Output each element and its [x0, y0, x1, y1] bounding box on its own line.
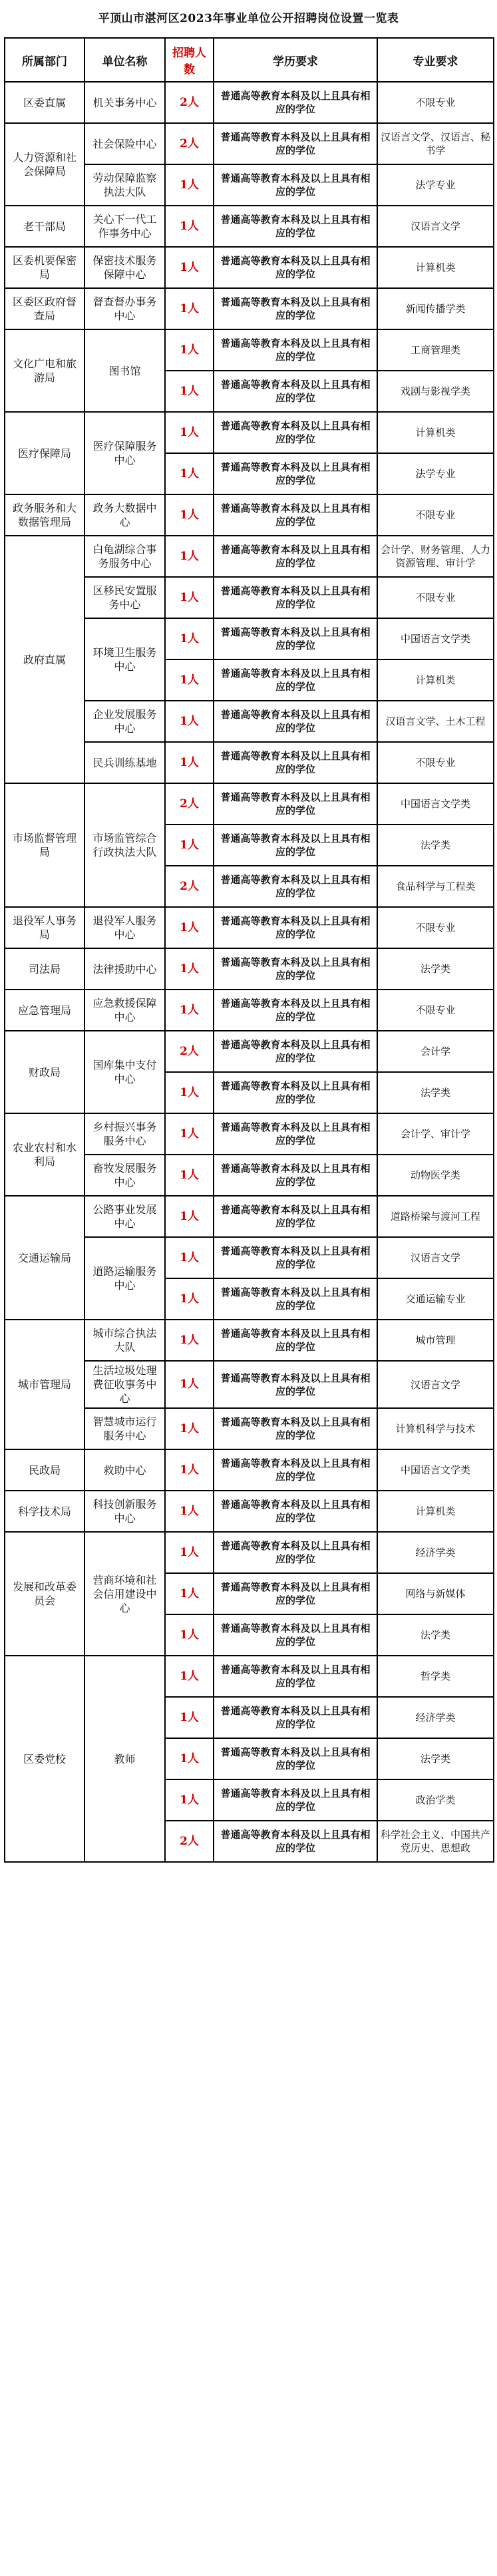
table-row — [5, 82, 494, 123]
unit-cell: 教师 — [84, 1656, 165, 1862]
education-cell: 普通高等教育本科及以上且具有相应的学位 — [214, 1361, 377, 1408]
count-cell: 1人 — [165, 577, 214, 618]
education-cell: 普通高等教育本科及以上且具有相应的学位 — [214, 536, 377, 577]
table-row — [5, 1656, 494, 1697]
department-cell: 人力资源和社会保障局 — [5, 123, 84, 206]
count-cell: 2人 — [165, 1821, 214, 1862]
count-cell: 1人 — [165, 1320, 214, 1361]
table-row — [5, 494, 494, 536]
unit-cell: 机关事务中心 — [84, 82, 165, 123]
table-body — [5, 82, 494, 1862]
table-row — [5, 123, 494, 164]
major-cell: 道路桥梁与渡河工程 — [377, 1196, 494, 1237]
department-cell: 区委区政府督查局 — [5, 288, 84, 329]
header-count: 招聘人数 — [165, 38, 214, 82]
table-row — [5, 288, 494, 329]
education-cell: 普通高等教育本科及以上且具有相应的学位 — [214, 783, 377, 825]
education-cell: 普通高等教育本科及以上且具有相应的学位 — [214, 866, 377, 907]
unit-cell: 国库集中支付中心 — [84, 1031, 165, 1113]
major-cell: 计算机类 — [377, 659, 494, 701]
education-cell: 普通高等教育本科及以上且具有相应的学位 — [214, 1491, 377, 1532]
department-cell: 老干部局 — [5, 206, 84, 247]
count-cell: 1人 — [165, 1278, 214, 1320]
unit-cell: 白龟湖综合事务服务中心 — [84, 536, 165, 577]
department-cell: 司法局 — [5, 948, 84, 990]
major-cell: 新闻传播学类 — [377, 288, 494, 329]
major-cell: 法学专业 — [377, 164, 494, 206]
header-major: 专业要求 — [377, 38, 494, 82]
education-cell: 普通高等教育本科及以上且具有相应的学位 — [214, 1449, 377, 1491]
table-row — [5, 907, 494, 948]
count-cell: 1人 — [165, 659, 214, 701]
major-cell: 不限专业 — [377, 990, 494, 1031]
count-cell: 1人 — [165, 948, 214, 990]
count-cell: 1人 — [165, 206, 214, 247]
count-cell: 2人 — [165, 866, 214, 907]
count-cell: 1人 — [165, 453, 214, 494]
count-cell: 1人 — [165, 329, 214, 371]
table-row — [5, 1196, 494, 1237]
unit-cell: 营商环境和社会信用建设中心 — [84, 1532, 165, 1656]
major-cell: 不限专业 — [377, 742, 494, 783]
education-cell: 普通高等教育本科及以上且具有相应的学位 — [214, 247, 377, 288]
education-cell: 普通高等教育本科及以上且具有相应的学位 — [214, 329, 377, 371]
unit-cell: 畜牧发展服务中心 — [84, 1155, 165, 1196]
major-cell: 汉语言文学 — [377, 1237, 494, 1278]
table-row — [5, 1491, 494, 1532]
education-cell: 普通高等教育本科及以上且具有相应的学位 — [214, 948, 377, 990]
unit-cell: 生活垃圾处理费征收事务中心 — [84, 1361, 165, 1408]
department-cell: 政务服务和大数据管理局 — [5, 494, 84, 536]
education-cell: 普通高等教育本科及以上且具有相应的学位 — [214, 412, 377, 453]
positions-table — [4, 37, 494, 1863]
unit-cell: 劳动保障监察执法大队 — [84, 164, 165, 206]
department-cell: 区委机要保密局 — [5, 247, 84, 288]
table-row — [5, 783, 494, 825]
count-cell: 1人 — [165, 1779, 214, 1821]
count-cell: 1人 — [165, 1656, 214, 1697]
department-cell: 交通运输局 — [5, 1196, 84, 1320]
education-cell: 普通高等教育本科及以上且具有相应的学位 — [214, 825, 377, 866]
department-cell: 退役军人事务局 — [5, 907, 84, 948]
table-row — [5, 206, 494, 247]
department-cell: 区委直属 — [5, 82, 84, 123]
education-cell: 普通高等教育本科及以上且具有相应的学位 — [214, 1573, 377, 1614]
unit-cell: 道路运输服务中心 — [84, 1237, 165, 1320]
education-cell: 普通高等教育本科及以上且具有相应的学位 — [214, 1821, 377, 1862]
education-cell: 普通高等教育本科及以上且具有相应的学位 — [214, 1031, 377, 1072]
department-cell: 政府直属 — [5, 536, 84, 783]
major-cell: 动物医学类 — [377, 1155, 494, 1196]
header-unit: 单位名称 — [84, 38, 165, 82]
count-cell: 1人 — [165, 907, 214, 948]
table-row — [5, 247, 494, 288]
major-cell: 法学专业 — [377, 453, 494, 494]
education-cell: 普通高等教育本科及以上且具有相应的学位 — [214, 701, 377, 742]
count-cell: 1人 — [165, 825, 214, 866]
department-cell: 城市管理局 — [5, 1320, 84, 1449]
table-row — [5, 1031, 494, 1072]
education-cell: 普通高等教育本科及以上且具有相应的学位 — [214, 1196, 377, 1237]
count-cell: 2人 — [165, 783, 214, 825]
unit-cell: 救助中心 — [84, 1449, 165, 1491]
major-cell: 食品科学与工程类 — [377, 866, 494, 907]
major-cell: 法学类 — [377, 1738, 494, 1779]
unit-cell: 医疗保障服务中心 — [84, 412, 165, 494]
major-cell: 汉语言文学、土木工程 — [377, 701, 494, 742]
education-cell: 普通高等教育本科及以上且具有相应的学位 — [214, 742, 377, 783]
major-cell: 计算机类 — [377, 412, 494, 453]
education-cell: 普通高等教育本科及以上且具有相应的学位 — [214, 82, 377, 123]
major-cell: 汉语言文学 — [377, 1361, 494, 1408]
department-cell: 财政局 — [5, 1031, 84, 1113]
count-cell: 1人 — [165, 1408, 214, 1449]
unit-cell: 社会保险中心 — [84, 123, 165, 164]
major-cell: 网络与新媒体 — [377, 1573, 494, 1614]
unit-cell: 科技创新服务中心 — [84, 1491, 165, 1532]
department-cell: 科学技术局 — [5, 1491, 84, 1532]
count-cell: 1人 — [165, 1196, 214, 1237]
count-cell: 1人 — [165, 371, 214, 412]
table-header-row — [5, 38, 494, 82]
major-cell: 经济学类 — [377, 1697, 494, 1738]
education-cell: 普通高等教育本科及以上且具有相应的学位 — [214, 1656, 377, 1697]
education-cell: 普通高等教育本科及以上且具有相应的学位 — [214, 1614, 377, 1656]
header-department: 所属部门 — [5, 38, 84, 82]
education-cell: 普通高等教育本科及以上且具有相应的学位 — [214, 371, 377, 412]
education-cell: 普通高等教育本科及以上且具有相应的学位 — [214, 618, 377, 659]
major-cell: 交通运输专业 — [377, 1278, 494, 1320]
major-cell: 法学类 — [377, 825, 494, 866]
table-row — [5, 1449, 494, 1491]
count-cell: 2人 — [165, 123, 214, 164]
major-cell: 汉语言文学 — [377, 206, 494, 247]
table-row — [5, 329, 494, 371]
department-cell: 农业农村和水利局 — [5, 1113, 84, 1196]
unit-cell: 企业发展服务中心 — [84, 701, 165, 742]
count-cell: 2人 — [165, 1031, 214, 1072]
education-cell: 普通高等教育本科及以上且具有相应的学位 — [214, 453, 377, 494]
count-cell: 1人 — [165, 1237, 214, 1278]
education-cell: 普通高等教育本科及以上且具有相应的学位 — [214, 1738, 377, 1779]
count-cell: 1人 — [165, 1072, 214, 1113]
table-row — [5, 1320, 494, 1361]
count-cell: 1人 — [165, 990, 214, 1031]
major-cell: 法学类 — [377, 948, 494, 990]
department-cell: 发展和改革委员会 — [5, 1532, 84, 1656]
major-cell: 戏剧与影视学类 — [377, 371, 494, 412]
major-cell: 工商管理类 — [377, 329, 494, 371]
unit-cell: 智慧城市运行服务中心 — [84, 1408, 165, 1449]
table-row — [5, 412, 494, 453]
education-cell: 普通高等教育本科及以上且具有相应的学位 — [214, 123, 377, 164]
unit-cell: 环境卫生服务中心 — [84, 618, 165, 701]
count-cell: 1人 — [165, 164, 214, 206]
unit-cell: 图书馆 — [84, 329, 165, 412]
major-cell: 计算机类 — [377, 247, 494, 288]
page-title: 平顶山市湛河区2023年事业单位公开招聘岗位设置一览表 — [98, 12, 399, 25]
major-cell: 中国语言文学类 — [377, 618, 494, 659]
major-cell: 法学类 — [377, 1614, 494, 1656]
table-row — [5, 1532, 494, 1573]
education-cell: 普通高等教育本科及以上且具有相应的学位 — [214, 164, 377, 206]
count-cell: 1人 — [165, 1532, 214, 1573]
count-cell: 1人 — [165, 1491, 214, 1532]
education-cell: 普通高等教育本科及以上且具有相应的学位 — [214, 1532, 377, 1573]
table-row — [5, 990, 494, 1031]
unit-cell: 法律援助中心 — [84, 948, 165, 990]
unit-cell: 民兵训练基地 — [84, 742, 165, 783]
education-cell: 普通高等教育本科及以上且具有相应的学位 — [214, 990, 377, 1031]
major-cell: 城市管理 — [377, 1320, 494, 1361]
unit-cell: 应急救援保障中心 — [84, 990, 165, 1031]
education-cell: 普通高等教育本科及以上且具有相应的学位 — [214, 1408, 377, 1449]
unit-cell: 城市综合执法大队 — [84, 1320, 165, 1361]
major-cell: 不限专业 — [377, 577, 494, 618]
count-cell: 1人 — [165, 1697, 214, 1738]
major-cell: 汉语言文学、汉语言、秘书学 — [377, 123, 494, 164]
major-cell: 计算机科学与技术 — [377, 1408, 494, 1449]
count-cell: 1人 — [165, 494, 214, 536]
education-cell: 普通高等教育本科及以上且具有相应的学位 — [214, 1779, 377, 1821]
major-cell: 会计学、审计学 — [377, 1113, 494, 1155]
count-cell: 1人 — [165, 247, 214, 288]
education-cell: 普通高等教育本科及以上且具有相应的学位 — [214, 1278, 377, 1320]
unit-cell: 市场监管综合行政执法大队 — [84, 783, 165, 907]
unit-cell: 区移民安置服务中心 — [84, 577, 165, 618]
major-cell: 会计学 — [377, 1031, 494, 1072]
major-cell: 不限专业 — [377, 494, 494, 536]
table-row — [5, 536, 494, 577]
table-row — [5, 1113, 494, 1155]
unit-cell: 督查督办事务中心 — [84, 288, 165, 329]
count-cell: 1人 — [165, 1113, 214, 1155]
education-cell: 普通高等教育本科及以上且具有相应的学位 — [214, 907, 377, 948]
department-cell: 区委党校 — [5, 1656, 84, 1862]
major-cell: 科学社会主义、中国共产党历史、思想政 — [377, 1821, 494, 1862]
department-cell: 市场监督管理局 — [5, 783, 84, 907]
major-cell: 政治学类 — [377, 1779, 494, 1821]
header-education: 学历要求 — [214, 38, 377, 82]
education-cell: 普通高等教育本科及以上且具有相应的学位 — [214, 659, 377, 701]
education-cell: 普通高等教育本科及以上且具有相应的学位 — [214, 1320, 377, 1361]
count-cell: 1人 — [165, 1738, 214, 1779]
department-cell: 文化广电和旅游局 — [5, 329, 84, 412]
count-cell: 1人 — [165, 1614, 214, 1656]
unit-cell: 公路事业发展中心 — [84, 1196, 165, 1237]
unit-cell: 退役军人服务中心 — [84, 907, 165, 948]
table-row — [5, 948, 494, 990]
education-cell: 普通高等教育本科及以上且具有相应的学位 — [214, 577, 377, 618]
department-cell: 民政局 — [5, 1449, 84, 1491]
major-cell: 会计学、财务管理、人力资源管理、审计学 — [377, 536, 494, 577]
unit-cell: 关心下一代工作事务中心 — [84, 206, 165, 247]
major-cell: 不限专业 — [377, 82, 494, 123]
unit-cell: 乡村振兴事务服务中心 — [84, 1113, 165, 1155]
education-cell: 普通高等教育本科及以上且具有相应的学位 — [214, 1072, 377, 1113]
count-cell: 1人 — [165, 1449, 214, 1491]
major-cell: 经济学类 — [377, 1532, 494, 1573]
major-cell: 计算机类 — [377, 1491, 494, 1532]
count-cell: 1人 — [165, 1573, 214, 1614]
education-cell: 普通高等教育本科及以上且具有相应的学位 — [214, 206, 377, 247]
education-cell: 普通高等教育本科及以上且具有相应的学位 — [214, 1697, 377, 1738]
unit-cell: 政务大数据中心 — [84, 494, 165, 536]
education-cell: 普通高等教育本科及以上且具有相应的学位 — [214, 1113, 377, 1155]
major-cell: 哲学类 — [377, 1656, 494, 1697]
major-cell: 不限专业 — [377, 907, 494, 948]
count-cell: 1人 — [165, 742, 214, 783]
count-cell: 2人 — [165, 82, 214, 123]
count-cell: 1人 — [165, 618, 214, 659]
education-cell: 普通高等教育本科及以上且具有相应的学位 — [214, 1237, 377, 1278]
count-cell: 1人 — [165, 412, 214, 453]
count-cell: 1人 — [165, 1155, 214, 1196]
education-cell: 普通高等教育本科及以上且具有相应的学位 — [214, 1155, 377, 1196]
major-cell: 中国语言文学类 — [377, 783, 494, 825]
major-cell: 法学类 — [377, 1072, 494, 1113]
count-cell: 1人 — [165, 1361, 214, 1408]
major-cell: 中国语言文学类 — [377, 1449, 494, 1491]
department-cell: 医疗保障局 — [5, 412, 84, 494]
count-cell: 1人 — [165, 536, 214, 577]
education-cell: 普通高等教育本科及以上且具有相应的学位 — [214, 288, 377, 329]
count-cell: 1人 — [165, 701, 214, 742]
count-cell: 1人 — [165, 288, 214, 329]
unit-cell: 保密技术服务保障中心 — [84, 247, 165, 288]
education-cell: 普通高等教育本科及以上且具有相应的学位 — [214, 494, 377, 536]
department-cell: 应急管理局 — [5, 990, 84, 1031]
